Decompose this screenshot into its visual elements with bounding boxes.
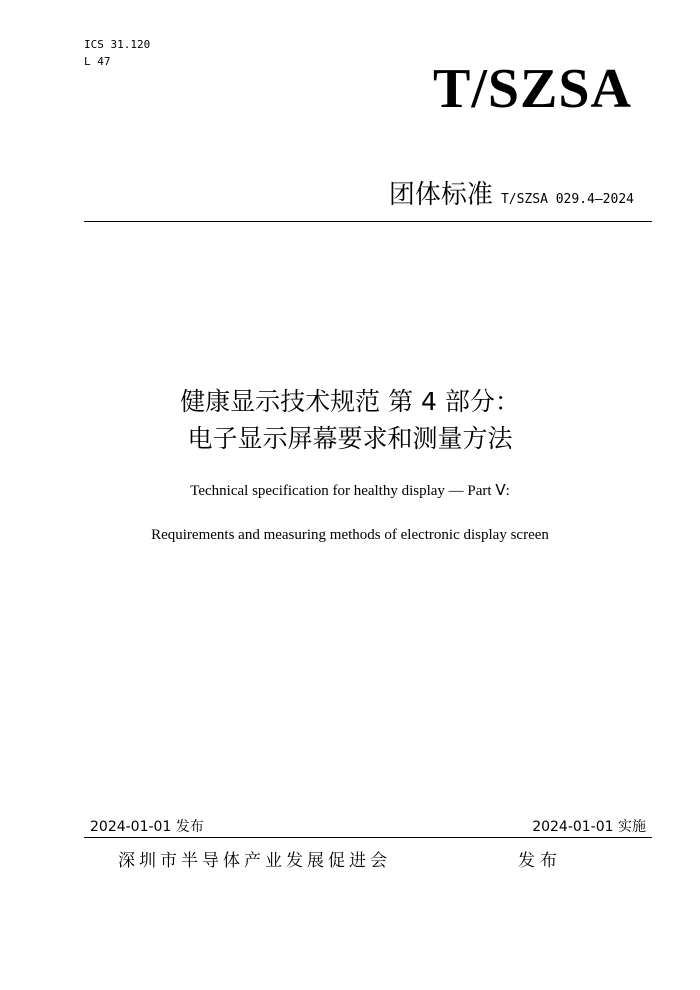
classification-codes: [84, 36, 150, 70]
title-english-line-1: Technical specification for healthy display — Part Ⅴ:: [190, 483, 510, 499]
ics-code: ICS 31.120: [84, 38, 151, 51]
title-chinese-line-2: 电子显示屏幕要求和测量方法: [187, 424, 513, 453]
standard-designation: [389, 178, 634, 212]
issuing-organization: 深圳市半导体产业发展促进会: [118, 851, 391, 871]
standard-brand-logo: T/SZSA: [433, 58, 632, 120]
header-divider: [84, 221, 652, 222]
title-chinese-line-1: 健康显示技术规范 第 4 部分：: [180, 387, 520, 416]
standard-type: 团体标准: [388, 180, 493, 210]
publish-label: 发布: [518, 851, 562, 871]
issue-date: 2024-01-01 发布: [90, 819, 204, 835]
implementation-date: 2024-01-01 实施: [532, 819, 646, 835]
title-english-line-2: Requirements and measuring methods of electronic display screen: [151, 527, 549, 543]
ccs-code: L 47: [84, 55, 111, 68]
footer-divider: [84, 837, 652, 838]
standard-code: T/SZSA 029.4—2024: [500, 192, 634, 207]
